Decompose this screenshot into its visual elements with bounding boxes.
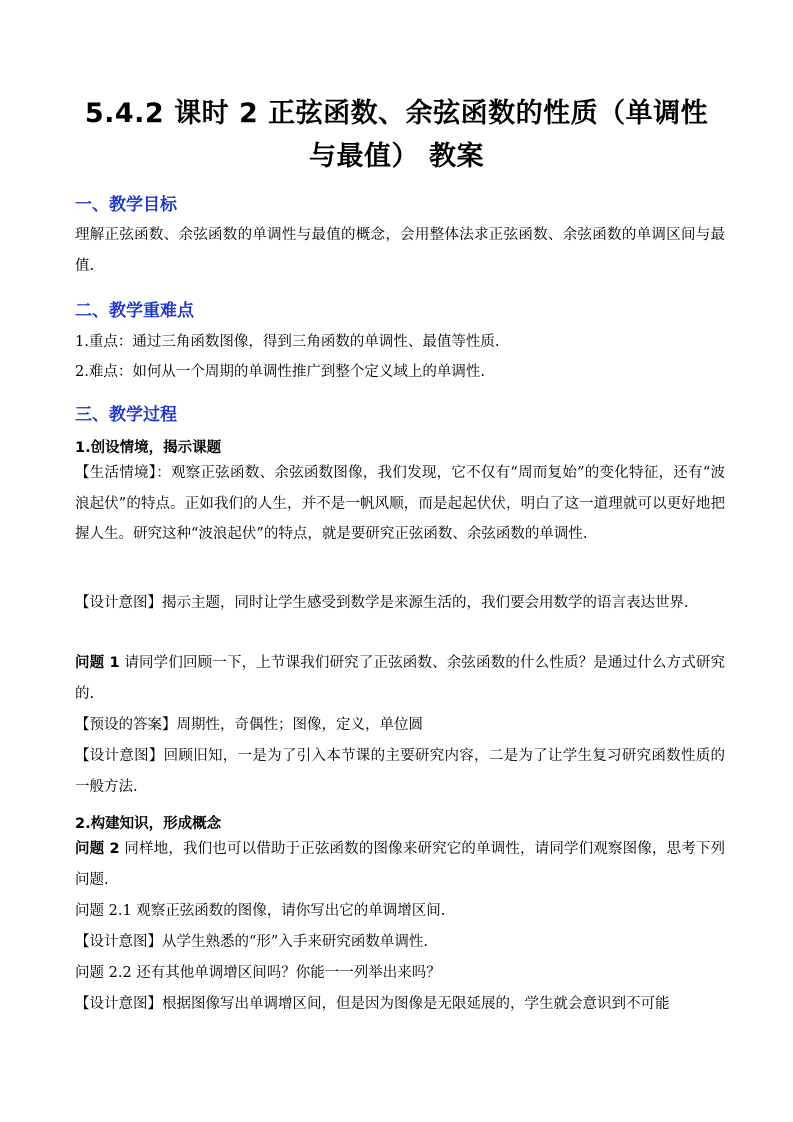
key-point-item: 1.重点：通过三角函数图像，得到三角函数的单调性、最值等性质. [75, 334, 500, 350]
title-line-1: 5.4.2 课时 2 正弦函数、余弦函数的性质（单调性 [84, 98, 709, 129]
section-heading-process: 三、教学过程 [75, 405, 177, 425]
life-situation-paragraph: 【生活情境】：观察正弦函数、余弦函数图像，我们发现，它不仅有“周而复始”的变化特征，还有“波浪起伏”的特点。正如我们的人生，并不是一帆风顺，而是起起伏伏，明白了这一道理就可以更好地把握人生。研究这种“波浪起伏”的特点，就是要研究正弦函数、余弦函数的单调性. [75, 465, 725, 542]
question-1-text: 请同学们回顾一下，上节课我们研究了正弦函数、余弦函数的什么性质？是通过什么方式研究的. [75, 655, 726, 702]
subsection-heading-2: 2.构建知识，形成概念 [75, 816, 222, 832]
design-intent-paragraph: 【设计意图】根据图像写出单调增区间，但是因为图像是无限延展的，学生就会意识到不可能 [75, 996, 670, 1012]
question-2-paragraph [75, 834, 725, 895]
section-heading-key-points: 二、教学重难点 [75, 301, 194, 321]
design-intent-paragraph: 【设计意图】从学生熟悉的“形”入手来研究函数单调性. [75, 934, 428, 950]
question-2-text: 同样地，我们也可以借助于正弦函数的图像来研究它的单调性，请同学们观察图像，思考下列问题. [75, 841, 726, 888]
title-line-2: 与最值） 教案 [309, 141, 484, 172]
document-title [60, 92, 733, 178]
section-heading-objectives: 一、教学目标 [75, 195, 177, 215]
design-intent-paragraph: 【设计意图】回顾旧知，一是为了引入本节课的主要研究内容，二是为了让学生复习研究函数性质的一般方法. [75, 748, 725, 795]
subsection-heading-1: 1.创设情境，揭示课题 [75, 440, 222, 456]
question-2-2-paragraph: 问题 2.2 还有其他单调增区间吗？你能一一列举出来吗？ [75, 965, 441, 981]
preset-answer-paragraph: 【预设的答案】周期性，奇偶性；图像，定义，单位圆 [75, 717, 423, 733]
design-intent-paragraph: 【设计意图】揭示主题，同时让学生感受到数学是来源生活的，我们要会用数学的语言表达世界. [75, 595, 689, 611]
difficult-point-item: 2.难点：如何从一个周期的单调性推广到整个定义域上的单调性. [75, 364, 485, 380]
question-2-label: 问题 2 [75, 841, 120, 857]
question-1-label: 问题 1 [75, 655, 120, 671]
question-1-paragraph [75, 648, 725, 709]
objectives-text: 理解正弦函数、余弦函数的单调性与最值的概念，会用整体法求正弦函数、余弦函数的单调区间与最值. [75, 227, 725, 274]
question-2-1-paragraph: 问题 2.1 观察正弦函数的图像，请你写出它的单调增区间. [75, 903, 446, 919]
